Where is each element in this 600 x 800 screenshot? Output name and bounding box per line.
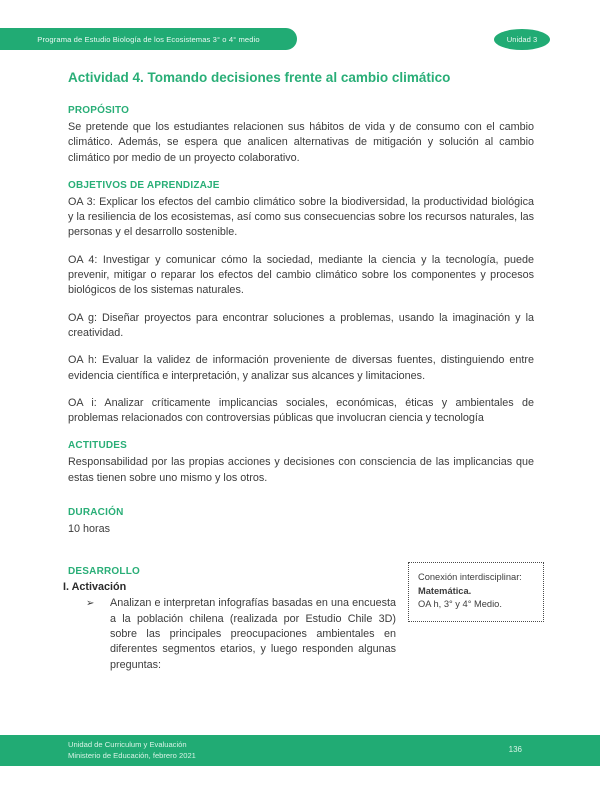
activity-title: Actividad 4. Tomando decisiones frente al cambio climático [68, 70, 451, 85]
section-heading-duracion: DURACIÓN [68, 507, 124, 519]
oa-paragraph: OA g: Diseñar proyectos para encontrar soluciones a problemas, usando la imaginación y la creatividad. [68, 311, 534, 339]
footer-unit-line: Unidad de Curriculum y Evaluación [68, 740, 187, 749]
proposito-paragraph: Se pretende que los estudiantes relacionen sus hábitos de vida y de consumo con el cambio climático. Además, se espera que analicen alternativas de mitigación y solución al cambio climático por medio de un proyecto colaborativo. [68, 121, 534, 164]
arrow-bullet-icon: ➢ [86, 598, 95, 610]
unit-badge [494, 29, 550, 50]
interdisciplinary-connection-box [408, 562, 544, 622]
activity-bullet-text: Analizan e interpretan infografías basadas en una encuesta a la población chilena (realizada por Estudio Chile 3D) sobre las principales preocupaciones ambientales en diferentes segmentos etarios, y luego responden algunas preguntas: [110, 597, 396, 671]
connection-box-line1: Conexión interdisciplinar: [418, 572, 522, 582]
section-heading-actitudes: ACTITUDES [68, 440, 128, 452]
section-heading-desarrollo: DESARROLLO [68, 566, 140, 578]
page-number: 136 [508, 745, 522, 755]
oa-paragraph: OA h: Evaluar la validez de información proveniente de diversas fuentes, distinguiendo entre evidencia científica e interpretación, y analizar sus alcances y limitaciones. [68, 354, 534, 382]
section-heading-objetivos: OBJETIVOS DE APRENDIZAJE [68, 179, 220, 191]
activity-bullet-item [86, 596, 396, 672]
desarrollo-subheading: I. Activación [63, 581, 127, 594]
footer-ministry-line: Ministerio de Educación, febrero 2021 [68, 750, 196, 760]
oa-paragraph: OA i: Analizar críticamente implicancias sociales, económicas, éticas y ambientales de problemas relacionados con controversias públicas que involucran ciencia y tecnología [68, 396, 534, 425]
program-badge [0, 28, 297, 50]
oa-paragraph: OA 4: Investigar y comunicar cómo la sociedad, mediante la ciencia y la tecnología, puede prevenir, mitigar o reparar los efectos del cambio climático sobre los componentes y procesos biológicos de los sistemas naturales. [68, 253, 534, 297]
footer-credits [68, 740, 196, 761]
unit-badge-label: Unidad 3 [506, 35, 538, 44]
page-footer [0, 735, 600, 766]
connection-box-subject: Matemática. [418, 585, 472, 596]
program-badge-label: Programa de Estudio Biología de los Ecosistemas 3° o 4° medio [37, 34, 260, 44]
duracion-value: 10 horas [68, 523, 111, 536]
oa-paragraph: OA 3: Explicar los efectos del cambio climático sobre la biodiversidad, la productividad biológica y la resiliencia de los ecosistemas, así como sus consecuencias sobre los recursos naturales, las personas y el desarrollo sostenible. [68, 195, 534, 239]
actitudes-paragraph: Responsabilidad por las propias acciones y decisiones con consciencia de las implicancias que estas tienen sobre uno mismo y los otros. [68, 456, 534, 484]
section-heading-proposito: PROPÓSITO [68, 105, 130, 116]
connection-box-oa-reference: OA h, 3° y 4° Medio. [418, 599, 502, 609]
